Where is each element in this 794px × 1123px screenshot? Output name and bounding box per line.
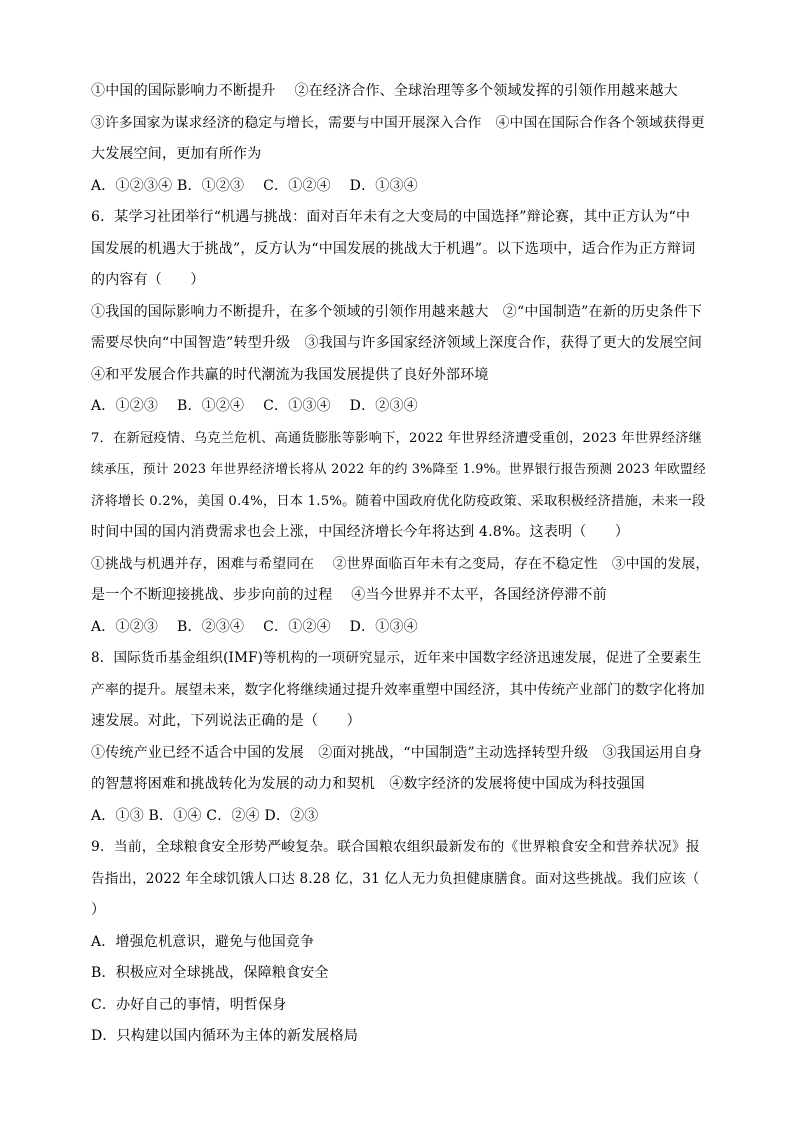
question-6-stem: 6．某学习社团举行“机遇与挑战：面对百年未有之大变局的中国选择”辩论赛，其中正方认为“中: [91, 209, 691, 225]
answer-options: A．①②③ B．①②④ C．①③④ D．②③④: [91, 398, 418, 414]
question-7-stem: 7．在新冠疫情、乌克兰危机、高通货膨胀等影响下，2022 年世界经济遭受重创，2023 年世界经济继: [91, 430, 703, 446]
question-7-stem: 续承压，预计 2023 年世界经济增长将从 2022 年的约 3%降至 1.9%。世界银行报告预测 2023 年欧盟经: [91, 462, 706, 477]
answer-option-c: C．办好自己的事情，明哲保身: [91, 996, 287, 1013]
question-6-statements: ④和平发展合作共赢的时代潮流为我国发展提供了良好外部环境: [91, 366, 489, 383]
question-8-stem: 8．国际货币基金组织(IMF)等机构的一项研究显示，近年来中国数字经济迅速发展，促进了全要素生: [91, 650, 702, 666]
answer-option-d: D．只构建以国内循环为主体的新发展格局: [91, 1028, 359, 1044]
question-6-stem: 的内容有（ ）: [91, 272, 205, 288]
question-7-statements: ①挑战与机遇并存，困难与希望同在 ②世界面临百年未有之变局，存在不稳定性 ③中国的发展，: [91, 555, 710, 572]
text-line: ①中国的国际影响力不断提升 ②在经济合作、全球治理等多个领域发挥的引领作用越来越大: [91, 83, 678, 99]
text-line: ③许多国家为谋求经济的稳定与增长，需要与中国开展深入合作 ④中国在国际合作各个领域获得更: [91, 114, 705, 131]
question-8-stem: 产率的提升。展望未来，数字化将继续通过提升效率重塑中国经济，其中传统产业部门的数字化将加: [91, 681, 705, 698]
question-8-statements: ①传统产业已经不适合中国的发展 ②面对挑战，“中国制造”主动选择转型升级 ③我国运用自身: [91, 744, 703, 761]
answer-options: A．①③ B．①④ C．②④ D．②③: [91, 807, 319, 824]
question-7-stem: 济将增长 0.2%，美国 0.4%，日本 1.5%。随着中国政府优化防疫政策、采取积极经济措施，未来一段: [91, 493, 706, 509]
question-6-statements: ①我国的国际影响力不断提升，在多个领域的引领作用越来越大 ②“中国制造”在新的历史条件下: [91, 303, 703, 320]
question-6-statements: 需要尽快向“中国智造”转型升级 ③我国与许多国家经济领域上深度合作，获得了更大的发展空间: [91, 335, 703, 351]
answer-option-a: A．增强危机意识，避免与他国竞争: [91, 933, 315, 950]
question-8-stem: 速发展。对此，下列说法正确的是（ ）: [91, 713, 361, 729]
text-line: 大发展空间，更加有所作为: [91, 146, 262, 162]
question-9-stem: ）: [91, 902, 106, 918]
answer-options: A．①②③④ B．①②③ C．①②④ D．①③④: [91, 177, 418, 194]
document-page: [91, 76, 709, 1053]
question-9-stem: 9．当前，全球粮食安全形势严峻复杂。联合国粮农组织最新发布的《世界粮食安全和营养状况》报: [91, 839, 700, 855]
question-7-statements: 是一个不断迎接挑战、步步向前的过程 ④当今世界并不太平，各国经济停滞不前: [91, 587, 607, 603]
question-9-stem: 告指出，2022 年全球饥饿人口达 8.28 亿，31 亿人无力负担健康膳食。面对这些挑战。我们应该（: [91, 870, 700, 887]
question-8-statements: 的智慧将困难和挑战转化为发展的动力和契机 ④数字经济的发展将使中国成为科技强国: [91, 776, 645, 792]
answer-option-b: B．积极应对全球挑战，保障粮食安全: [91, 965, 329, 981]
question-7-stem: 时间中国的国内消费需求也会上涨，中国经济增长今年将达到 4.8%。这表明（ ）: [91, 524, 630, 540]
answer-options: A．①②③ B．②③④ C．①②④ D．①③④: [91, 618, 418, 635]
question-6-stem: 国发展的机遇大于挑战”，反方认为“中国发展的挑战大于机遇”。以下选项中，适合作为正方辩词: [91, 240, 696, 257]
